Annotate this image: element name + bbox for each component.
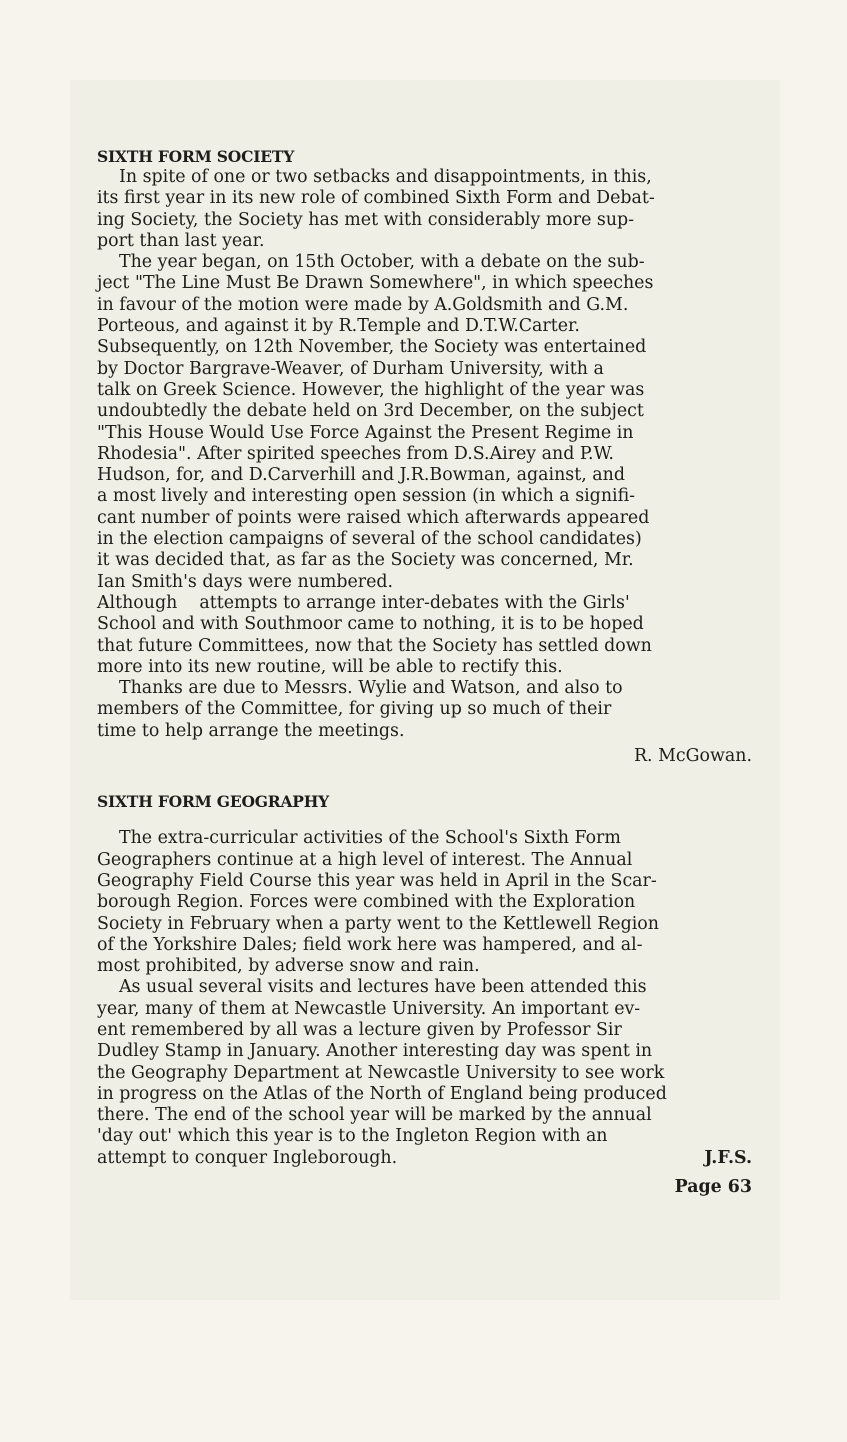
text-line: more into its new routine, will be able to rectify this. (97, 656, 563, 677)
text-line: ing Society, the Society has met with considerably more sup- (97, 209, 635, 230)
text-line: cant number of points were raised which afterwards appeared (97, 507, 650, 528)
text-line: in progress on the Atlas of the North of England being produced (97, 1083, 667, 1104)
geography-paragraph-1 (97, 828, 752, 977)
text-line: there. The end of the school year will be marked by the annual (97, 1105, 652, 1126)
society-paragraph-3 (97, 593, 752, 678)
text-line: undoubtedly the debate held on 3rd December, on the subject (97, 401, 644, 422)
text-line: in favour of the motion were made by A.Goldsmith and G.M. (97, 294, 629, 315)
text-line: that future Committees, now that the Society has settled down (97, 635, 652, 656)
text-line: members of the Committee, for giving up so much of their (97, 699, 612, 720)
text-line: its first year in its new role of combined Sixth Form and Debat- (97, 188, 655, 209)
page-number: Page 63 (674, 1177, 752, 1198)
text-line: most prohibited, by adverse snow and rain. (97, 956, 480, 977)
section-title-sixth-form-geography: SIXTH FORM GEOGRAPHY (97, 792, 330, 812)
section-title-sixth-form-society: SIXTH FORM SOCIETY (97, 147, 295, 166)
text-line: The extra-curricular activities of the School's Sixth Form (119, 828, 621, 849)
text-line: Geography Field Course this year was held in April in the Scar- (97, 870, 657, 891)
society-paragraph-2 (97, 252, 752, 593)
text-line: The year began, on 15th October, with a debate on the sub- (119, 252, 645, 273)
society-signature: R. McGowan. (633, 746, 752, 767)
page-content (97, 146, 752, 1198)
text-line: Hudson, for, and D.Carverhill and J.R.Bowman, against, and (97, 465, 625, 486)
text-line: a most lively and interesting open session (in which a signifi- (97, 486, 636, 507)
text-line: 'day out' which this year is to the Ingleton Region with an (97, 1126, 608, 1147)
text-line: School and with Southmoor came to nothing, it is to be hoped (97, 614, 644, 635)
society-paragraph-1 (97, 167, 752, 252)
text-line: Although attempts to arrange inter-debates with the Girls' (97, 592, 630, 613)
society-paragraph-4 (97, 678, 752, 742)
text-line: by Doctor Bargrave-Weaver, of Durham University, with a (97, 358, 604, 379)
text-line: Porteous, and against it by R.Temple and D.T.W.Carter. (97, 316, 580, 337)
text-line: of the Yorkshire Dales; field work here was hampered, and al- (97, 934, 643, 955)
text-line: "This House Would Use Force Against the Present Regime in (97, 422, 634, 443)
text-line: Geographers continue at a high level of interest. The Annual (97, 849, 633, 870)
geography-paragraph-2 (97, 977, 752, 1147)
text-line: Thanks are due to Messrs. Wylie and Watson, and also to (119, 678, 623, 699)
text-line: In spite of one or two setbacks and disappointments, in this, (119, 167, 652, 187)
text-line: ject "The Line Must Be Drawn Somewhere", in which speeches (97, 273, 654, 294)
text-line: Dudley Stamp in January. Another interesting day was spent in (97, 1041, 653, 1062)
geography-signature: J.F.S. (704, 1147, 752, 1168)
text-line: in the election campaigns of several of the school candidates) (97, 529, 642, 550)
text-line: port than last year. (97, 230, 265, 251)
geography-final-line (97, 1148, 752, 1169)
text-line: Ian Smith's days were numbered. (97, 571, 394, 592)
text-line: the Geography Department at Newcastle University to see work (97, 1062, 665, 1083)
text-line: time to help arrange the meetings. (97, 720, 405, 741)
text-line: year, many of them at Newcastle University. An important ev- (97, 998, 641, 1019)
text-line: Society in February when a party went to the Kettlewell Region (97, 913, 659, 934)
text-line: ent remembered by all was a lecture given by Professor Sir (97, 1019, 622, 1040)
text-line: Subsequently, on 12th November, the Society was entertained (97, 337, 647, 358)
text-line: attempt to conquer Ingleborough. (97, 1147, 398, 1168)
text-line: As usual several visits and lectures have been attended this (119, 977, 647, 998)
text-line: borough Region. Forces were combined with the Exploration (97, 892, 636, 913)
text-line: Rhodesia". After spirited speeches from D.S.Airey and P.W. (97, 443, 614, 464)
text-line: talk on Greek Science. However, the highlight of the year was (97, 379, 645, 400)
text-line: it was decided that, as far as the Society was concerned, Mr. (97, 550, 634, 571)
